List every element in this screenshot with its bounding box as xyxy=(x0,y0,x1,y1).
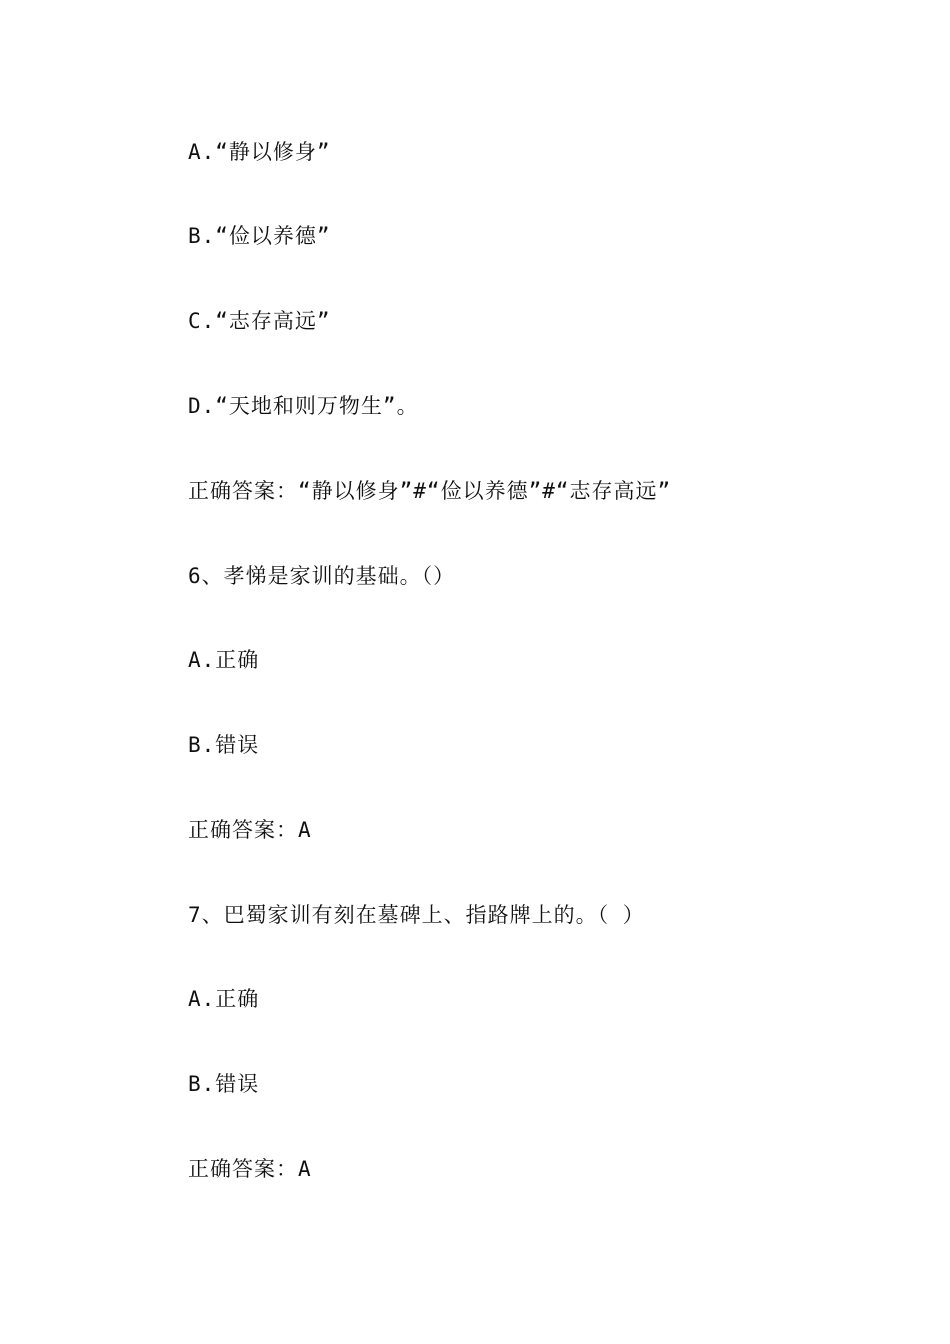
q7-option-b: B.错误 xyxy=(188,1072,260,1096)
q6-option-b: B.错误 xyxy=(188,733,260,757)
q6-answer: 正确答案：A xyxy=(188,818,312,842)
q6-option-a: A.正确 xyxy=(188,648,260,672)
q5-answer: 正确答案：“静以修身”#“俭以养德”#“志存高远” xyxy=(188,479,672,503)
q6-stem: 6、孝悌是家训的基础。（） xyxy=(188,564,456,588)
q5-option-d: D.“天地和则万物生”。 xyxy=(188,394,419,418)
q7-answer: 正确答案：A xyxy=(188,1157,312,1181)
q5-option-c: C.“志存高远” xyxy=(188,309,331,333)
q5-option-a: A.“静以修身” xyxy=(188,140,331,164)
q5-option-b: B.“俭以养德” xyxy=(188,224,331,248)
q7-option-a: A.正确 xyxy=(188,987,260,1011)
q7-stem: 7、巴蜀家训有刻在墓碑上、指路牌上的。（ ） xyxy=(188,903,645,927)
